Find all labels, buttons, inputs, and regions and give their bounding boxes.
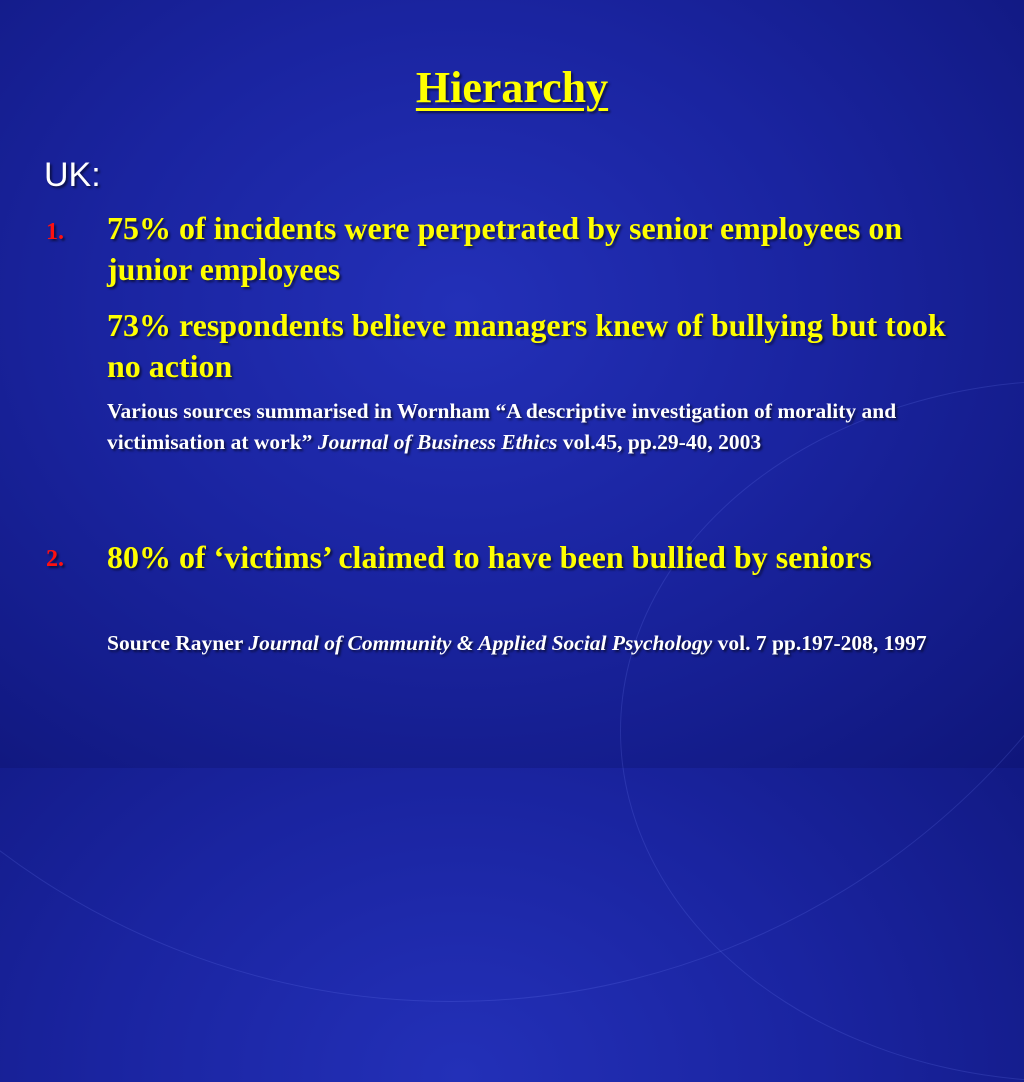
background-arc xyxy=(620,380,1024,1082)
citation-2-details: vol. 7 pp.197-208, 1997 xyxy=(712,631,927,655)
source-citation-2 xyxy=(107,628,997,659)
finding-1-percent: 75% xyxy=(107,210,171,246)
citation-1-details: vol.45, pp.29-40, 2003 xyxy=(557,430,762,454)
source-citation-1 xyxy=(107,396,997,458)
list-number-1: 1. xyxy=(46,219,64,245)
finding-1b-text: respondents believe managers knew of bullying but took no action xyxy=(107,307,946,384)
list-number-2: 2. xyxy=(46,546,64,572)
finding-1b xyxy=(107,305,987,387)
slide-title: Hierarchy xyxy=(415,63,609,112)
citation-2-text: Source Rayner xyxy=(107,631,249,655)
section-heading: UK: xyxy=(44,156,101,194)
finding-1-text: of incidents were perpetrated by senior employees on junior employees xyxy=(107,210,903,287)
citation-1-journal: Journal of Business Ethics xyxy=(317,430,558,454)
finding-2: 80% of ‘victims’ claimed to have been bullied by seniors xyxy=(107,539,872,575)
citation-2-journal: Journal of Community & Applied Social Psychology xyxy=(248,631,713,655)
finding-1b-percent: 73% xyxy=(107,307,171,343)
citation-1-text: Various sources summarised in Wornham “A descriptive investigation of morality and victimisation at work” xyxy=(107,399,897,454)
finding-1 xyxy=(107,208,987,290)
